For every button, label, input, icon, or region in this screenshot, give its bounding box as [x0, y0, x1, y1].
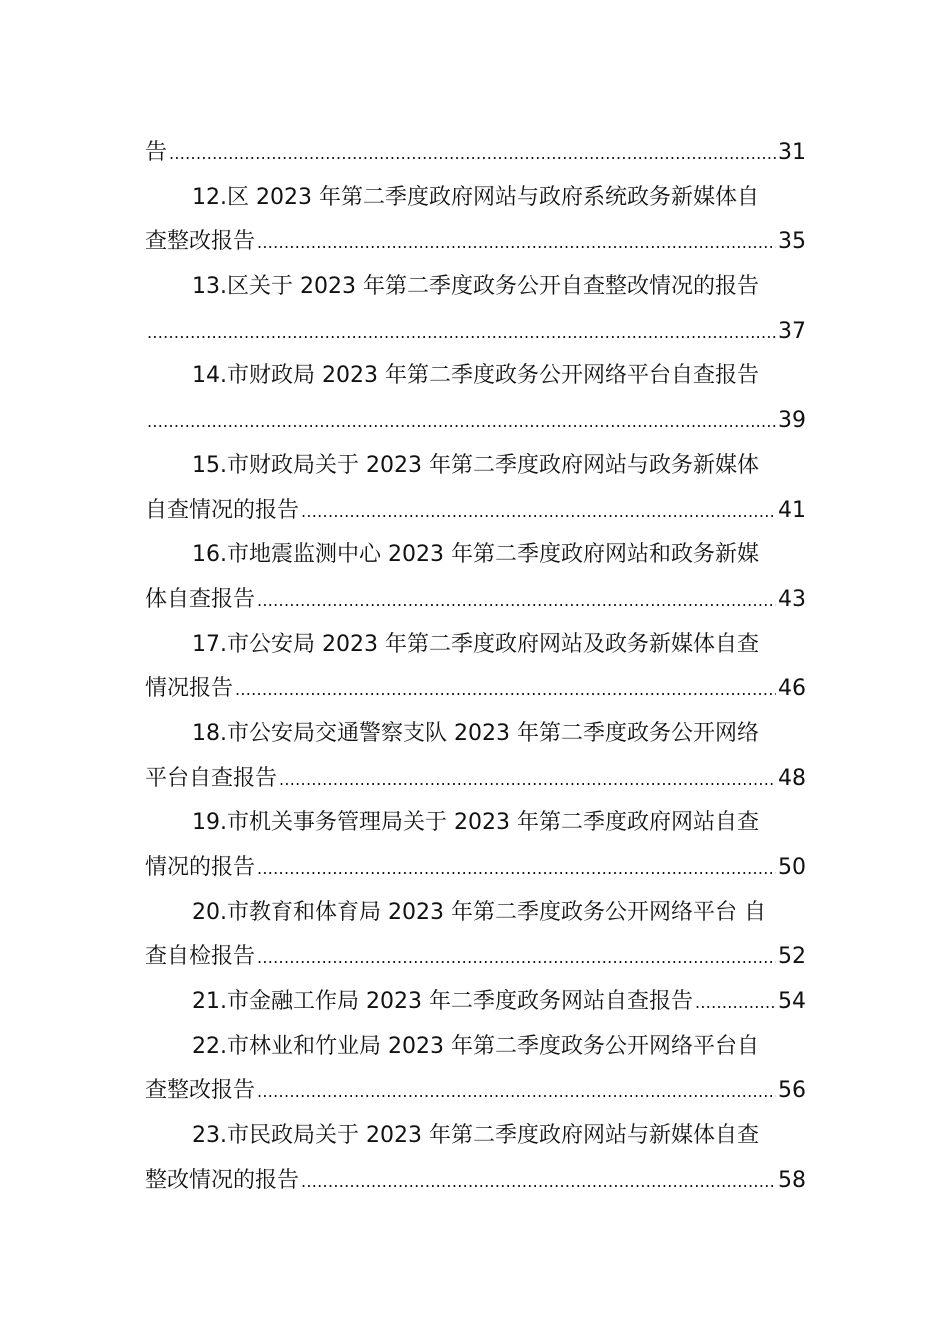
dot-leader	[235, 668, 776, 713]
page-number: 39	[778, 408, 806, 434]
dot-leader	[279, 758, 776, 803]
dot-leader	[301, 1160, 776, 1205]
page-number: 52	[778, 944, 806, 970]
toc-entry-title: 23.市民政局关于 2023 年第二季度政府网站与新媒体自查	[192, 1123, 759, 1149]
toc-entry-title: 20.市教育和体育局 2023 年第二季度政务公开网络平台 自	[192, 899, 766, 925]
toc-entry-line[interactable]	[145, 1025, 806, 1070]
toc-entry-title: 查自检报告	[145, 944, 256, 970]
toc-entry-title: 平台自查报告	[145, 765, 278, 791]
toc-entry-line[interactable]	[145, 578, 806, 623]
dot-leader	[147, 311, 776, 356]
toc-entry-title: 自查情况的报告	[145, 497, 300, 523]
toc-entry-title: 22.市林业和竹业局 2023 年第二季度政务公开网络平台自	[192, 1033, 759, 1059]
dot-leader	[169, 132, 776, 177]
toc-entry-title: 14.市财政局 2023 年第二季度政务公开网络平台自查报告	[192, 363, 759, 389]
toc-entry-title: 15.市财政局关于 2023 年第二季度政府网站与政务新媒体	[192, 452, 759, 478]
toc-entry-title: 查整改报告	[145, 229, 256, 255]
toc-entry-line[interactable]	[145, 354, 806, 399]
toc-entry-line[interactable]	[145, 667, 806, 712]
page-number: 46	[778, 676, 806, 702]
toc-entry-title: 21.市金融工作局 2023 年二季度政务网站自查报告	[192, 989, 693, 1015]
toc-entry-line[interactable]	[145, 1159, 806, 1204]
toc-entry-line[interactable]	[145, 444, 806, 489]
toc-entry-line[interactable]	[145, 220, 806, 265]
toc-entry-title: 情况报告	[145, 676, 234, 702]
toc-entry-title: 12.区 2023 年第二季度政府网站与政府系统政务新媒体自	[192, 184, 759, 210]
page-number: 54	[778, 989, 806, 1015]
toc-entry-title: 查整改报告	[145, 1078, 256, 1104]
page-number: 43	[778, 586, 806, 612]
table-of-contents	[145, 131, 806, 1204]
toc-entry-line[interactable]	[145, 846, 806, 891]
toc-entry-line[interactable]	[145, 757, 806, 802]
dot-leader	[257, 579, 776, 624]
toc-entry-line[interactable]	[145, 176, 806, 221]
page-number: 58	[778, 1167, 806, 1193]
page-number: 56	[778, 1078, 806, 1104]
toc-entry-line[interactable]	[145, 980, 806, 1025]
dot-leader	[147, 400, 776, 445]
toc-entry-line[interactable]	[145, 533, 806, 578]
page-number: 48	[778, 765, 806, 791]
toc-entry-title: 告	[145, 140, 168, 165]
toc-entry-line[interactable]	[145, 131, 806, 176]
toc-entry-title: 情况的报告	[145, 855, 256, 880]
page-number: 31	[778, 140, 806, 165]
dot-leader	[257, 847, 776, 892]
toc-entry-line[interactable]	[145, 712, 806, 757]
dot-leader	[695, 981, 776, 1026]
toc-entry-title: 19.市机关事务管理局关于 2023 年第二季度政府网站自查	[192, 810, 759, 836]
dot-leader	[257, 936, 776, 981]
toc-entry-line[interactable]	[145, 891, 806, 936]
toc-entry-title: 13.区关于 2023 年第二季度政务公开自查整改情况的报告	[192, 274, 759, 300]
toc-entry-title: 整改情况的报告	[145, 1167, 300, 1193]
dot-leader	[257, 221, 776, 266]
toc-entry-line[interactable]	[145, 1114, 806, 1159]
toc-entry-title: 体自查报告	[145, 586, 256, 612]
toc-entry-line[interactable]	[145, 801, 806, 846]
toc-entry-line[interactable]	[145, 935, 806, 980]
dot-leader	[257, 1070, 776, 1115]
toc-entry-title: 18.市公安局交通警察支队 2023 年第二季度政务公开网络	[192, 720, 759, 746]
toc-entry-line[interactable]	[145, 265, 806, 310]
page-number: 50	[778, 855, 806, 880]
page-number: 37	[778, 318, 806, 344]
toc-entry-line[interactable]	[145, 623, 806, 668]
dot-leader	[301, 490, 776, 535]
toc-entry-title: 16.市地震监测中心 2023 年第二季度政府网站和政务新媒	[192, 542, 759, 568]
toc-entry-line[interactable]	[145, 399, 806, 444]
toc-entry-title: 17.市公安局 2023 年第二季度政府网站及政务新媒体自查	[192, 631, 759, 657]
toc-entry-line[interactable]	[145, 489, 806, 534]
toc-entry-line[interactable]	[145, 1069, 806, 1114]
page-number: 41	[778, 497, 806, 523]
toc-entry-line[interactable]	[145, 310, 806, 355]
page-number: 35	[778, 229, 806, 255]
